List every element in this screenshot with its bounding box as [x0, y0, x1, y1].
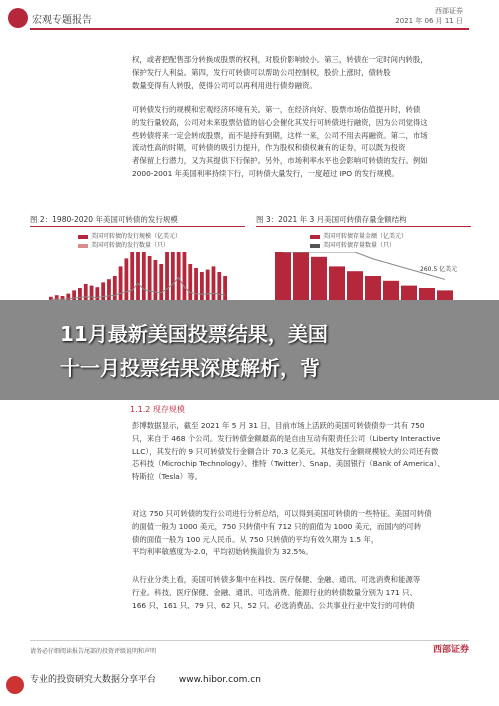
text-line: 权，或者把配售部分转换成股票的权利，对股价影响较小。第三，转债在一定时间内转股，	[132, 55, 428, 64]
bar	[130, 252, 134, 300]
text-line: 保护发行人利益。第四，发行可转债可以帮助公司控制权，股价上涨时，债转股	[132, 67, 391, 77]
text-line: 的发行量较高，公司对未来股票估值的信心会催化其发行可转债进行融资，因为公司觉得这	[132, 117, 428, 127]
bar	[101, 282, 105, 300]
bar	[78, 288, 82, 300]
text-line: 些转债将来一定会转成股票，而不是持有到期，这样一来，公司不用去再融资。第二，市场	[132, 130, 428, 140]
legend-item: 美国可转债的发行规模（亿美元）	[91, 233, 182, 240]
chart-right-title: 图 3：2021 年 3 月美国可转债存量金额结构	[256, 215, 407, 224]
text-line: 特斯拉（Tesla）等。	[132, 472, 202, 482]
paragraph-two	[132, 104, 470, 181]
bar	[293, 252, 309, 300]
chart-left-title: 图 2：1980-2020 年美国可转债的发行规模	[30, 215, 178, 224]
chart-right-annotation: 260.5 亿美元	[420, 266, 458, 273]
header-divider	[30, 28, 469, 30]
text-line: 从行业分类上看，美国可转债多集中在科技、医疗保健、金融、通讯、可选消费和能源等	[132, 575, 421, 584]
report-brand: 宏观专题报告	[32, 15, 92, 26]
bar	[401, 286, 417, 300]
text-line: 者保留上行潜力，又为其提供下行保护。另外，市场利率水平也会影响可转债的发行。例如	[132, 156, 428, 166]
text-line: 芯科技（Microchip Technology）、推特（Twitter）、Snap、美国银行（Bank of America）、	[132, 459, 445, 469]
header-meta	[395, 6, 463, 26]
bar	[275, 252, 291, 300]
bottom-url[interactable]: www.hibor.com.cn	[178, 675, 261, 685]
text-line: 可转债发行的规模和宏观经济环境有关。第一，在经济向好、股票市场估值提升时，转债	[132, 105, 421, 114]
bar	[329, 266, 345, 300]
bar	[148, 256, 152, 300]
text-line: 行业。科技、医疗保健、金融、通讯、可选消费、能源行业的转债数量分别为 171 只、	[132, 587, 417, 597]
chart-right-svg	[254, 252, 474, 300]
footer-divider	[30, 640, 469, 641]
bar	[365, 276, 381, 300]
bar	[183, 252, 187, 300]
bar	[159, 264, 163, 300]
bar	[223, 276, 227, 300]
legend-item: 美国可转债存量金额（亿美元）	[323, 233, 408, 240]
paragraph-five	[132, 574, 470, 612]
text-line: 的面值一般为 1000 美元，750 只转债中有 712 只的面值为 1000 美元，而国内的可转	[132, 521, 422, 531]
report-date: 2021 年 06 月 11 日	[395, 17, 463, 25]
bar	[119, 266, 123, 300]
paragraph-top	[132, 54, 470, 92]
bar	[188, 264, 192, 300]
text-line: 对这 750 只可转债的发行公司进行分析总结，可以得到美国可转债的一些特征。美国可转债	[132, 509, 432, 518]
bar	[142, 252, 146, 300]
bar	[437, 290, 453, 300]
headline-banner	[0, 300, 499, 400]
bar	[136, 252, 140, 300]
paragraph-three	[132, 420, 470, 484]
chart-right-legend	[310, 232, 407, 250]
chart-right-rule	[256, 226, 471, 227]
bar	[311, 257, 327, 300]
text-line: 彭博数据显示，截至 2021 年 5 月 31 日，目前市场上活跃的美国可转债债券一共有 750	[132, 421, 425, 430]
text-line: 债的面值一般为 100 元人民币。从 750 只转债的平均有效久期为 1.5 年，	[132, 534, 379, 544]
text-line: 数量变得有人转股，使得公司可以再利用进行债券融资。	[132, 80, 317, 90]
bar	[95, 287, 99, 300]
bar	[206, 270, 210, 300]
bar	[383, 281, 399, 300]
bar	[154, 260, 158, 300]
chart-left-svg	[28, 252, 248, 300]
footer-note: 请务必仔细阅读报告尾部的投资评级说明和声明	[30, 648, 157, 655]
headline-line-1: 11月最新美国投票结果，美国	[60, 322, 328, 346]
legend-item: 美国可转债的发行数量（只）	[91, 242, 170, 249]
bar	[177, 252, 181, 300]
paragraph-four	[132, 508, 470, 559]
text-line: 166 只、161 只、79 只、62 只、52 只。必选消费品、公共事业行业中发行的可转债	[132, 600, 415, 610]
bar	[171, 252, 175, 300]
bar	[90, 286, 94, 300]
legend-item: 美国可转债存量数量（只）	[323, 242, 396, 249]
bar	[212, 266, 216, 300]
text-line: 平均利率敏感度为-2.0，平均初始转换溢价为 32.5%。	[132, 547, 313, 557]
brand-logo-icon	[8, 8, 28, 28]
bar	[194, 268, 198, 300]
bar	[113, 276, 117, 300]
bar	[84, 284, 88, 300]
chart-left-legend	[78, 232, 181, 250]
section-title: 1.1.2 现存规模	[130, 405, 185, 414]
bar	[107, 279, 111, 300]
bar	[200, 272, 204, 300]
bar	[347, 271, 363, 300]
text-line: 只，来自于 468 个公司。发行转债金额最高的是自由互动有限责任公司（Liberty Interactive	[132, 433, 441, 443]
hibor-logo-icon	[6, 676, 24, 694]
bottom-text	[30, 672, 261, 685]
bar	[419, 288, 435, 300]
headline-line-2: 十一月投票结果深度解析，背	[60, 356, 320, 380]
bar	[165, 252, 169, 300]
bottom-tagline: 专业的投资研究大数据分享平台	[30, 675, 157, 685]
company-name: 西部证券	[435, 7, 463, 15]
text-line: 2000-2001 年美国利率持续下行，可转债大量发行，一度超过 IPO 的发行规模。	[132, 168, 399, 178]
bar	[217, 272, 221, 300]
footer-logo: 西部证券	[432, 645, 469, 655]
chart-left-rule	[30, 226, 245, 227]
text-line: LLC），其发行的 9 只可转债发行金额合计 70.3 亿美元。其他发行金额规模较大的公司还有微	[132, 446, 439, 456]
bar	[124, 258, 128, 300]
text-line: 流动性高的时期，可转债的吸引力提升，作为股权和债权兼有的证券，可以既为投资	[132, 143, 406, 153]
